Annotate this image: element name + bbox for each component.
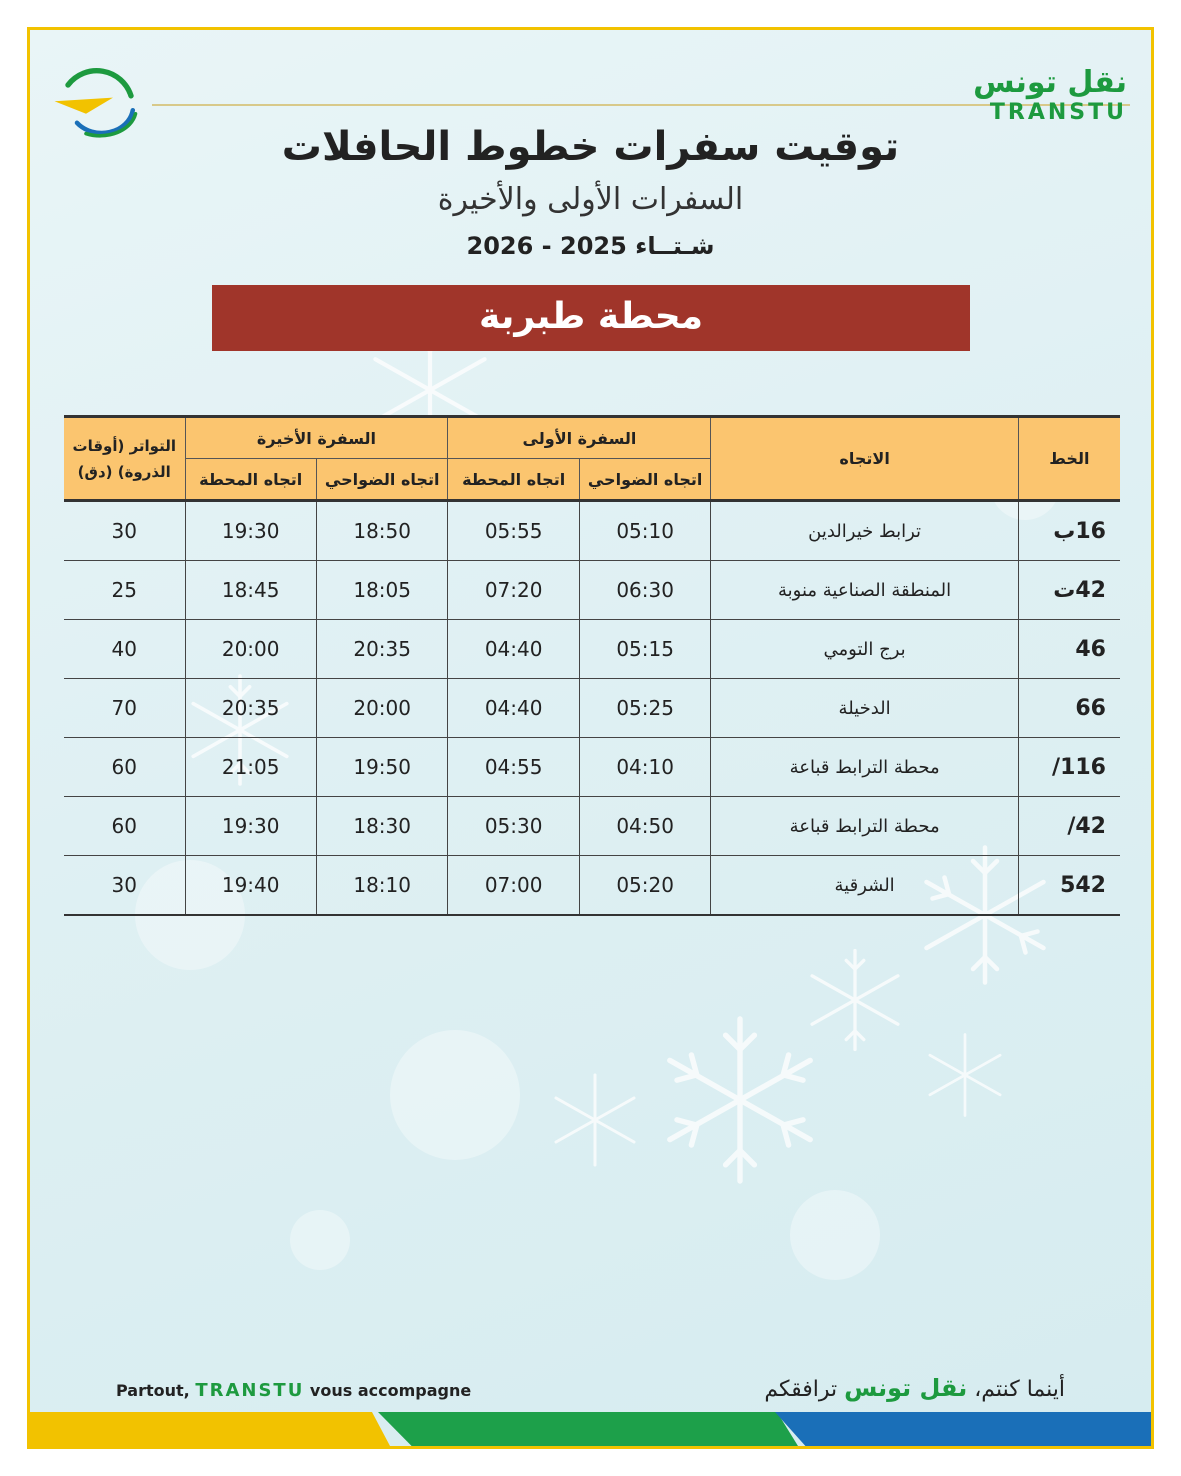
cell-first-suburbs: 05:15 <box>579 620 711 679</box>
cell-first-suburbs: 05:10 <box>579 501 711 561</box>
page-subtitle: السفرات الأولى والأخيرة <box>437 182 744 217</box>
cell-line: 46 <box>1018 620 1120 679</box>
snowflake-icon <box>800 945 910 1055</box>
cell-last-suburbs: 18:30 <box>316 797 448 856</box>
cell-frequency: 60 <box>64 738 185 797</box>
header-last-trip: السفرة الأخيرة <box>185 417 448 459</box>
cell-line: 42ت <box>1018 561 1120 620</box>
footer-ar-before: أينما كنتم، <box>974 1377 1065 1402</box>
cell-last-station: 19:30 <box>185 501 316 561</box>
brand-wordmark <box>973 66 1127 126</box>
season-label: شـتــاء 2025 - 2026 <box>466 232 715 260</box>
page-title: توقيت سفرات خطوط الحافلات <box>281 124 900 170</box>
footer-stripe-blue <box>775 1412 1154 1446</box>
header-toward-suburbs: اتجاه الضواحي <box>316 459 448 501</box>
footer-ar-brand: نقل تونس <box>844 1374 968 1402</box>
footer-stripe-green <box>378 1412 798 1446</box>
header-toward-suburbs: اتجاه الضواحي <box>579 459 711 501</box>
cell-first-suburbs: 05:20 <box>579 856 711 916</box>
header-frequency: التواتر (أوقات الذروة) (دق) <box>64 417 185 501</box>
cell-direction: محطة الترابط قباعة <box>711 738 1018 797</box>
cell-direction: برج التومي <box>711 620 1018 679</box>
cell-frequency: 60 <box>64 797 185 856</box>
table-row <box>64 561 1120 620</box>
table-row <box>64 738 1120 797</box>
cell-last-station: 19:40 <box>185 856 316 916</box>
cell-direction: محطة الترابط قباعة <box>711 797 1018 856</box>
table-row <box>64 679 1120 738</box>
footer-fr-brand: TRANSTU <box>195 1380 305 1401</box>
cell-frequency: 30 <box>64 856 185 916</box>
cell-first-station: 04:55 <box>448 738 579 797</box>
cell-last-suburbs: 18:10 <box>316 856 448 916</box>
snowflake-icon <box>920 1030 1010 1120</box>
footer-slogan-arabic <box>764 1374 1065 1402</box>
cell-line: 116/ <box>1018 738 1120 797</box>
brand-name-arabic: نقل تونس <box>973 65 1127 100</box>
footer-ar-after: ترافقكم <box>764 1377 838 1402</box>
cell-first-suburbs: 06:30 <box>579 561 711 620</box>
table-row <box>64 856 1120 916</box>
cell-last-station: 20:35 <box>185 679 316 738</box>
footer-slogan-french <box>116 1380 471 1401</box>
bokeh-circle <box>790 1190 880 1280</box>
table-row <box>64 501 1120 561</box>
cell-first-station: 07:00 <box>448 856 579 916</box>
cell-last-station: 19:30 <box>185 797 316 856</box>
cell-line: 16ب <box>1018 501 1120 561</box>
cell-first-station: 05:55 <box>448 501 579 561</box>
header-toward-station: اتجاه المحطة <box>448 459 579 501</box>
cell-frequency: 25 <box>64 561 185 620</box>
footer-fr-after: vous accompagne <box>309 1381 472 1400</box>
bokeh-circle <box>390 1030 520 1160</box>
cell-frequency: 70 <box>64 679 185 738</box>
cell-frequency: 30 <box>64 501 185 561</box>
cell-last-station: 18:45 <box>185 561 316 620</box>
cell-direction: ترابط خيرالدين <box>711 501 1018 561</box>
cell-line: 66 <box>1018 679 1120 738</box>
cell-last-station: 20:00 <box>185 620 316 679</box>
poster-frame <box>27 27 1154 1449</box>
table-row <box>64 797 1120 856</box>
station-banner: محطة طبربة <box>212 285 970 351</box>
header-first-trip: السفرة الأولى <box>448 417 711 459</box>
cell-first-suburbs: 04:10 <box>579 738 711 797</box>
cell-first-station: 04:40 <box>448 620 579 679</box>
cell-direction: الدخيلة <box>711 679 1018 738</box>
brand-name-latin: TRANSTU <box>989 100 1127 125</box>
cell-first-station: 07:20 <box>448 561 579 620</box>
bokeh-circle <box>290 1210 350 1270</box>
cell-last-station: 21:05 <box>185 738 316 797</box>
footer-fr-before: Partout, <box>116 1381 190 1400</box>
snowflake-icon <box>545 1070 645 1170</box>
header-toward-station: اتجاه المحطة <box>185 459 316 501</box>
cell-direction: الشرقية <box>711 856 1018 916</box>
cell-line: 542 <box>1018 856 1120 916</box>
table-row <box>64 620 1120 679</box>
cell-last-suburbs: 20:00 <box>316 679 448 738</box>
footer-stripe-yellow <box>30 1412 390 1446</box>
cell-first-suburbs: 05:25 <box>579 679 711 738</box>
cell-last-suburbs: 20:35 <box>316 620 448 679</box>
header-line: الخط <box>1018 417 1120 501</box>
cell-first-station: 05:30 <box>448 797 579 856</box>
cell-last-suburbs: 18:05 <box>316 561 448 620</box>
cell-line: 42/ <box>1018 797 1120 856</box>
schedule-table <box>64 415 1120 916</box>
cell-direction: المنطقة الصناعية منوبة <box>711 561 1018 620</box>
cell-first-suburbs: 04:50 <box>579 797 711 856</box>
header-direction: الاتجاه <box>711 417 1018 501</box>
cell-last-suburbs: 18:50 <box>316 501 448 561</box>
cell-first-station: 04:40 <box>448 679 579 738</box>
cell-frequency: 40 <box>64 620 185 679</box>
cell-last-suburbs: 19:50 <box>316 738 448 797</box>
